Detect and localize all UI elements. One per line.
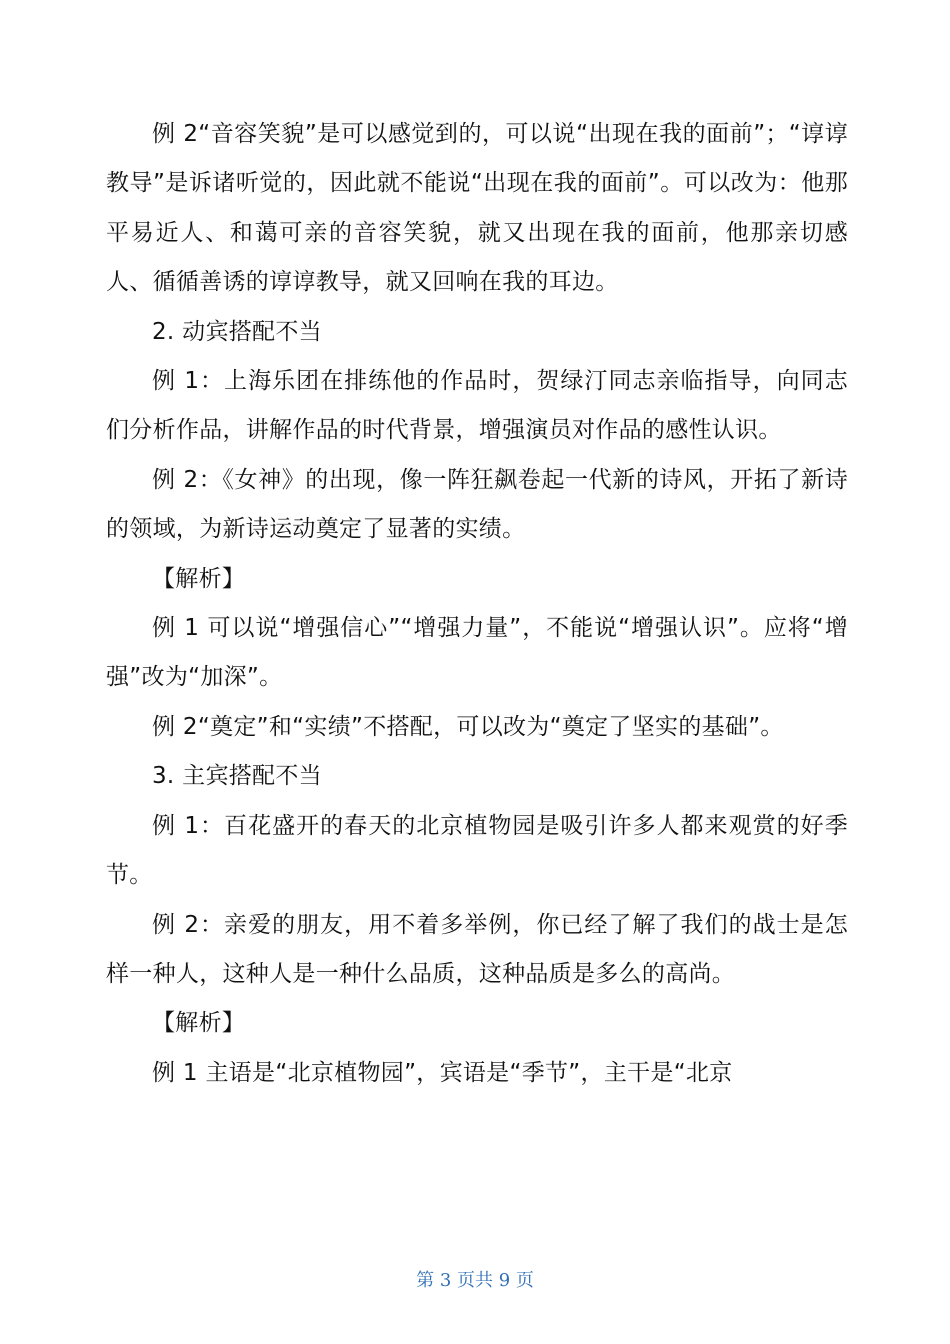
paragraph-verb-object-example-1: 例 1：上海乐团在排练他的作品时，贺绿汀同志亲临指导，向同志们分析作品，讲解作品的时代背景，增强演员对作品的感性认识。 [106,368,848,444]
analysis-heading: 【解析】 [152,565,246,592]
paragraph-subject-object-example-1: 例 1：百花盛开的春天的北京植物园是吸引许多人都来观赏的好季节。 [106,812,848,889]
document-body [106,110,848,1098]
section-heading-verb-object-mismatch: 2. 动宾搭配不当 [152,318,322,345]
paragraph-subject-object-example-2: 例 2：亲爱的朋友，用不着多举例，你已经了解了我们的战士是怎样一种人，这种人是一种什么品质，这种品质是多么的高尚。 [106,911,848,987]
paragraph-example-2-explanation: 例 2“音容笑貌”是可以感觉到的，可以说“出现在我的面前”；“谆谆教导”是诉诸听觉的，因此就不能说“出现在我的面前”。可以改为：他那平易近人、和蔼可亲的音容笑貌，就又出现在我的面前，他那亲切感人、循循善诱的谆谆教导，就又回响在我的耳边。 [106,121,848,296]
page-number-footer: 第 3 页共 9 页 [416,1270,534,1291]
analysis-heading: 【解析】 [152,1010,246,1037]
paragraph-analysis-example-1: 例 1 可以说“增强信心”“增强力量”，不能说“增强认识”。应将“增强”改为“加深”。 [106,615,848,691]
paragraph-analysis-subject-example-1: 例 1 主语是“北京植物园”，宾语是“季节”，主干是“北京 [152,1059,733,1086]
paragraph-verb-object-example-2: 例 2：《女神》的出现，像一阵狂飙卷起一代新的诗风，开拓了新诗的领域，为新诗运动奠定了显著的实绩。 [106,466,848,543]
paragraph-analysis-example-2: 例 2“奠定”和“实绩”不搭配，可以改为“奠定了坚实的基础”。 [152,713,784,740]
section-heading-subject-object-mismatch: 3. 主宾搭配不当 [152,763,322,790]
